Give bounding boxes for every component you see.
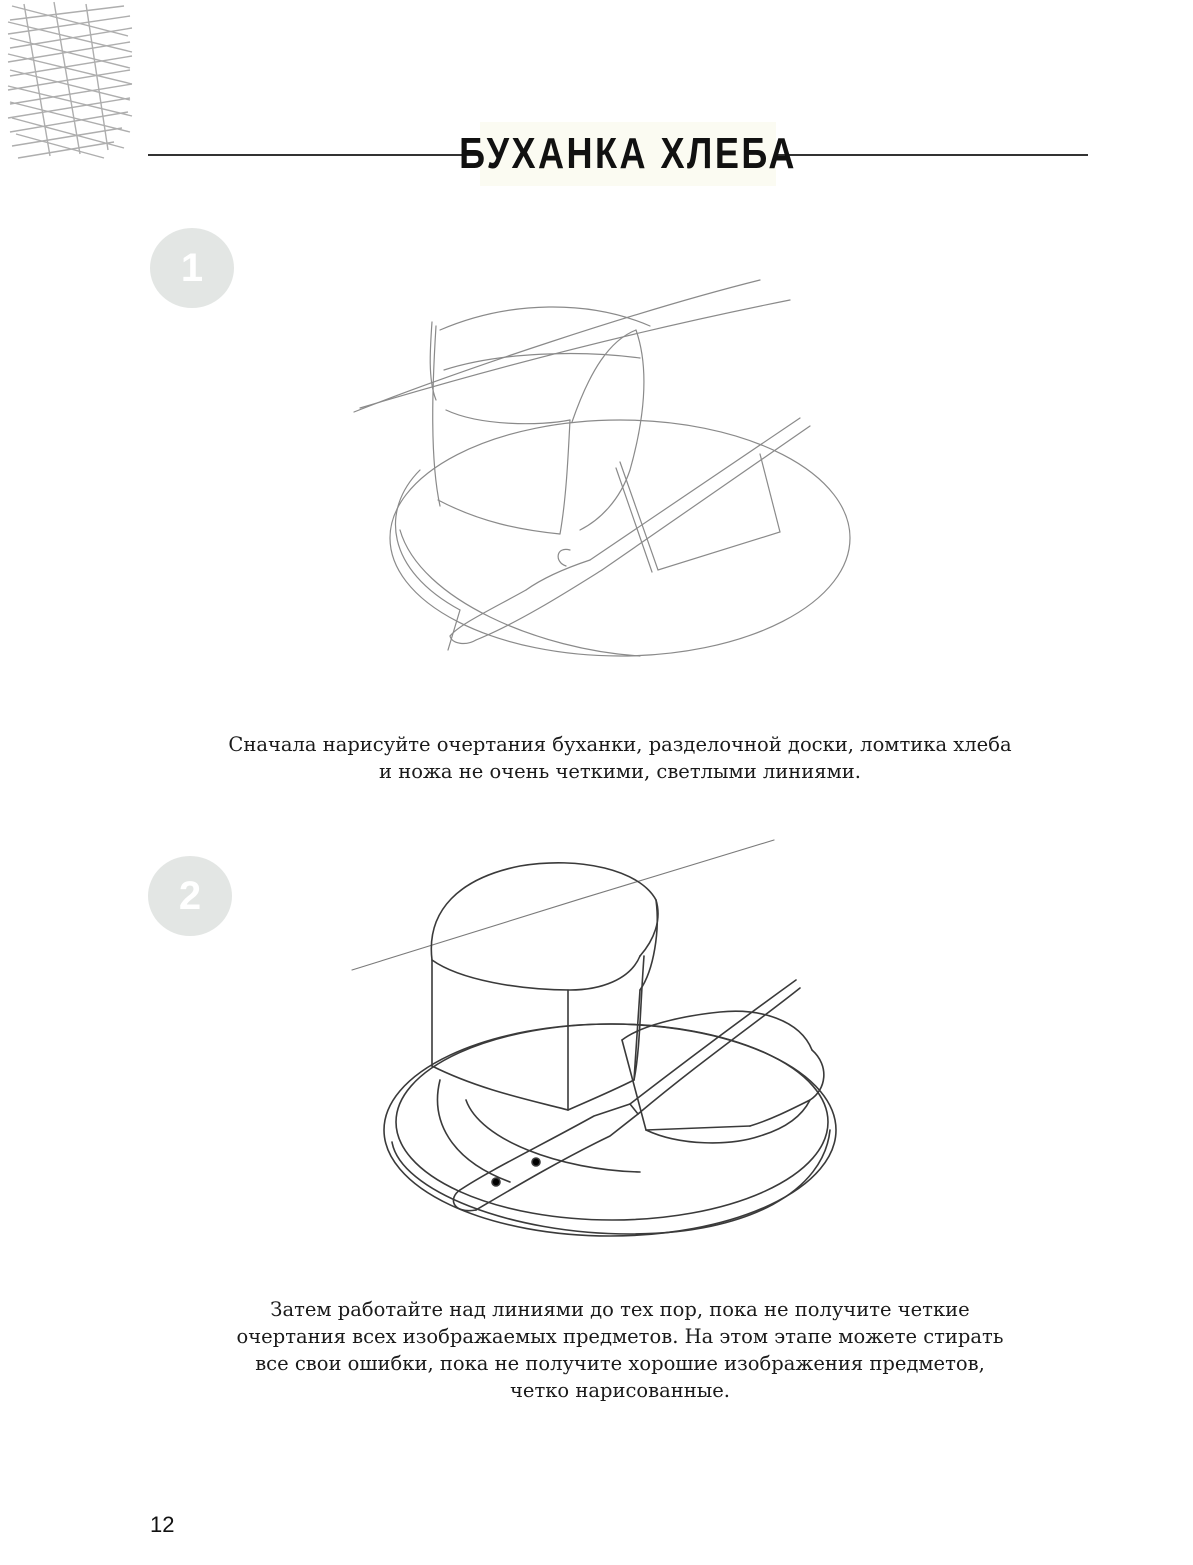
page-title: БУХАНКА ХЛЕБА <box>459 129 797 178</box>
step-1-caption-line: Сначала нарисуйте очертания буханки, разделочной доски, ломтика хлеба <box>228 733 1012 756</box>
step-2-caption <box>180 1296 1060 1404</box>
step-1-badge: 1 <box>150 228 234 308</box>
step-1-caption-line: и ножа не очень четкими, светлыми линиями. <box>379 760 861 783</box>
page-number: 12 <box>150 1512 175 1537</box>
step-1-sketch <box>340 270 860 680</box>
step-2-badge: 2 <box>148 856 232 936</box>
title-rule-right <box>776 154 1088 156</box>
step-2-sketch <box>340 830 860 1250</box>
title-box <box>459 122 797 186</box>
step-2-caption-line: Затем работайте над линиями до тех пор, пока не получите четкие <box>270 1298 970 1321</box>
step-2-caption-line: все свои ошибки, пока не получите хорошие изображения предметов, <box>255 1352 985 1375</box>
step-2-caption-line: четко нарисованные. <box>510 1379 730 1402</box>
step-1-caption <box>180 731 1060 785</box>
pencil-hatch-decoration <box>4 0 136 160</box>
title-rule-left <box>148 154 480 156</box>
step-2-caption-line: очертания всех изображаемых предметов. На этом этапе можете стирать <box>236 1325 1004 1348</box>
